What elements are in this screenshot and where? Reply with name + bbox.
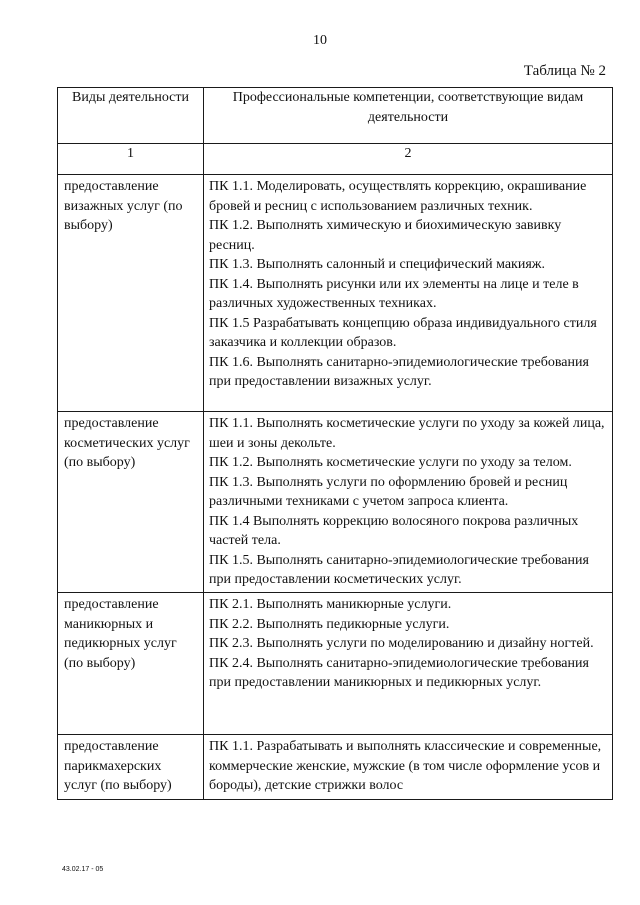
- header-competencies: Профессиональные компетенции, соответствующие видам деятельности: [204, 88, 613, 144]
- column-number-row: [58, 144, 613, 175]
- competency-item: ПК 1.2. Выполнять химическую и биохимическую завивку ресниц.: [209, 218, 562, 253]
- competency-item: ПК 1.5. Выполнять санитарно-эпидемиологические требования при предоставлении косметических услуг.: [209, 552, 589, 587]
- header-activities: Виды деятельности: [58, 88, 204, 144]
- competencies-cell: [204, 175, 613, 412]
- column-number-2: 2: [204, 144, 613, 175]
- competency-item: ПК 1.3. Выполнять услуги по оформлению бровей и ресниц различными техниками с учетом запроса клиента.: [209, 474, 568, 509]
- competencies-cell: [204, 735, 613, 800]
- table-row: [58, 593, 613, 735]
- competency-item: ПК 1.4 Выполнять коррекцию волосяного покрова различных частей тела.: [209, 513, 579, 548]
- competencies-cell: [204, 593, 613, 735]
- table-row: [58, 412, 613, 593]
- column-number-1: 1: [58, 144, 204, 175]
- activity-cell: предоставление косметических услуг (по выбору): [58, 412, 204, 593]
- competency-item: ПК 1.2. Выполнять косметические услуги по уходу за телом.: [209, 455, 572, 470]
- competency-item: ПК 2.4. Выполнять санитарно-эпидемиологические требования при предоставлении маникюрных и педикюрных услуг.: [209, 655, 589, 690]
- competencies-table: [57, 87, 613, 800]
- competency-item: ПК 1.3. Выполнять салонный и специфический макияж.: [209, 257, 545, 272]
- table-row: [58, 175, 613, 412]
- table-caption: Таблица № 2: [523, 63, 606, 79]
- table-row: [58, 735, 613, 800]
- page-number: 10: [313, 33, 327, 48]
- competency-item: ПК 2.1. Выполнять маникюрные услуги.: [209, 597, 452, 612]
- competency-item: ПК 1.5 Разрабатывать концепцию образа индивидуального стиля заказчика и коллекции образов.: [209, 315, 597, 350]
- competency-item: ПК 2.2. Выполнять педикюрные услуги.: [209, 616, 450, 632]
- competency-item: ПК 1.1. Выполнять косметические услуги по уходу за кожей лица, шеи и зоны декольте.: [209, 416, 605, 451]
- competency-item: ПК 1.4. Выполнять рисунки или их элементы на лице и теле в различных художественных техниках.: [209, 276, 579, 311]
- competency-item: ПК 1.1. Разрабатывать и выполнять классические и современные, коммерческие женские, мужские (в том числе оформление усов и бороды), детские стрижки волос: [209, 739, 602, 793]
- document-code: 43.02.17 - 05: [62, 866, 104, 873]
- table-header-row: [58, 88, 613, 144]
- competency-item: ПК 2.3. Выполнять услуги по моделированию и дизайну ногтей.: [209, 636, 594, 651]
- competency-item: ПК 1.1. Моделировать, осуществлять коррекцию, окрашивание бровей и ресниц с использованием различных техник.: [209, 179, 587, 214]
- activity-cell: предоставление маникюрных и педикюрных услуг (по выбору): [58, 593, 204, 735]
- competency-item: ПК 1.6. Выполнять санитарно-эпидемиологические требования при предоставлении визажных услуг.: [209, 354, 589, 389]
- activity-cell: предоставление визажных услуг (по выбору): [58, 175, 204, 412]
- competencies-cell: [204, 412, 613, 593]
- activity-cell: предоставление парикмахерских услуг (по выбору): [58, 735, 204, 800]
